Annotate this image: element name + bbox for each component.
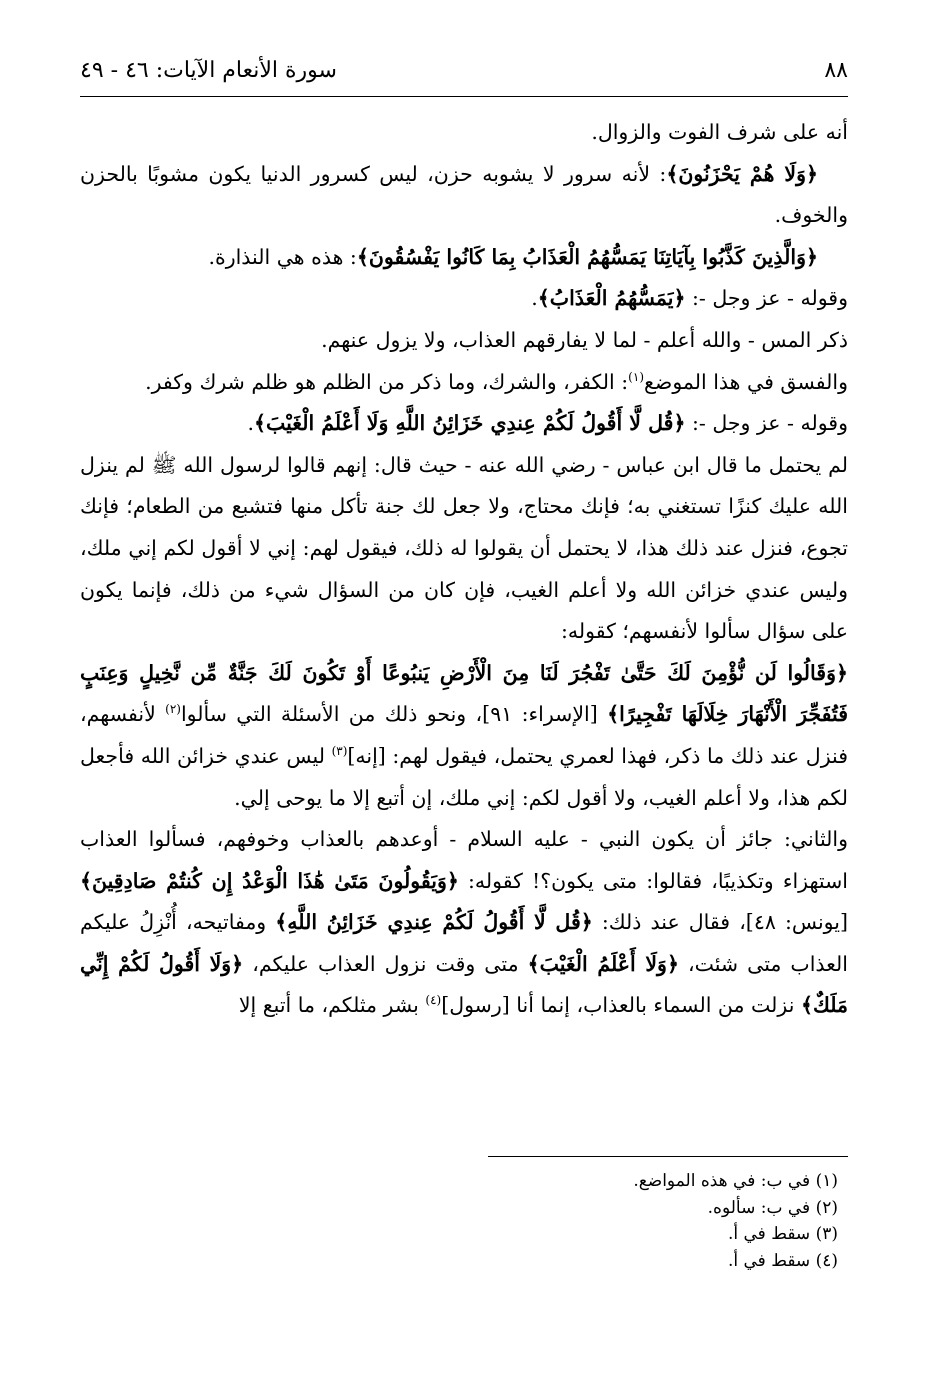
text-run: بشر مثلكم، ما أتبع إلا: [238, 993, 426, 1018]
text-run: نزلت من السماء بالعذاب، إنما أنا [رسول]: [441, 993, 801, 1018]
text-run: وقوله - عز وجل -:: [685, 286, 848, 311]
footnote-ref: (٤): [425, 993, 442, 1008]
quran-quote: ﴿وَلَا أَعْلَمُ الْغَيْبَ﴾: [527, 951, 679, 976]
text-run: والفسق في هذا الموضع: [644, 369, 848, 394]
page-header: [80, 58, 848, 98]
text-run: لأنفسهم، فنزل عند ذلك ما ذكر، فهذا لعمري يحتمل، فيقول لهم: [إنه]: [80, 702, 848, 768]
quran-quote: ﴿يَمَسُّهُمُ الْعَذَابُ﴾: [537, 286, 686, 311]
text-run: : الكفر، والشرك، وما ذكر من الظلم هو ظلم شرك وكفر.: [145, 369, 629, 394]
text-run: : هذه هي النذارة.: [208, 244, 357, 269]
quran-quote: ﴿وَلَا هُمْ يَحْزَنُونَ﴾: [666, 161, 818, 186]
footnote: (٤) سقط في أ.: [727, 1250, 838, 1271]
quran-quote: ﴿وَلَا أَقُولُ لَكُمْ إِنِّي مَلَكٌ﴾: [80, 951, 848, 1018]
footnote: (٣) سقط في أ.: [727, 1224, 838, 1244]
footnote-ref: (٢): [165, 702, 181, 717]
text-run: [الإسراء: ٩١]، ونحو ذلك من الأسئلة التي سألوا: [180, 702, 608, 727]
paragraph: [80, 445, 848, 653]
text-run: ليس عندي خزائن الله فأجعل لكم هذا، ولا أعلم الغيب، ولا أقول لكم: إني ملك، إن أتبع إلا ما يوحى إلي.: [80, 743, 848, 810]
paragraph: [80, 278, 848, 320]
text-run: .: [531, 286, 538, 311]
text-run: أنه على شرف الفوت والزوال.: [591, 120, 848, 144]
paragraph: [80, 154, 848, 237]
quran-quote: ﴿وَالَّذِينَ كَذَّبُوا بِآيَاتِنَا يَمَسُّهُمُ الْعَذَابُ بِمَا كَانُوا يَفْسُقُونَ﴾: [356, 244, 818, 269]
page-number: ٨٨: [824, 58, 848, 83]
running-title: سورة الأنعام الآيات: ٤٦ - ٤٩: [80, 58, 337, 83]
text-run: وقوله - عز وجل -:: [685, 411, 848, 436]
footnote: (١) في ب: في هذه المواضع.: [633, 1171, 838, 1191]
text-run: : لأنه سرور لا يشوبه حزن، ليس كسرور الدنيا يكون مشوبًا بالحزن والخوف.: [80, 161, 848, 228]
paragraph: [80, 320, 848, 362]
footnote-ref: (١): [628, 369, 644, 384]
footnote-rule: [488, 1156, 848, 1157]
paragraph: [80, 403, 848, 445]
paragraph: [80, 819, 848, 1027]
quran-quote: ﴿قُل لَّا أَقُولُ لَكُمْ عِندِي خَزَائِنُ اللَّهِ﴾: [275, 910, 593, 935]
text-run: ومفاتيحه، أُنْزِلُ عليكم العذاب متى شئت،: [80, 910, 848, 976]
quran-quote: ﴿وَيَقُولُونَ مَتَىٰ هَٰذَا الْوَعْدُ إِن كُنتُمْ صَادِقِينَ﴾: [80, 868, 459, 893]
text-run: متى وقت نزول العذاب عليكم،: [243, 951, 528, 976]
text-run: لم يحتمل ما قال ابن عباس - رضي الله عنه - حيث قال: إنهم قالوا لرسول الله ﷺ لم ينزل الله عليك كنزًا تستغني به؛ فإنك محتاج، ولا جعل لك جنة تأكل منها فتشبع من الطعام؛ فإنك تجوع، فنزل عند ذلك هذا، لا يحتمل أن يقولوا له ذلك، فيقول لهم: إني لا أقول لكم إني ملك، وليس عندي خزائن الله ولا أعلم الغيب، فإن كان من السؤال شيء من ذلك، فإنما يكون على سؤال سألوا لأنفسهم؛ كقوله:: [80, 452, 848, 644]
main-text: [80, 112, 848, 1027]
text-run: ذكر المس - والله أعلم - لما لا يفارقهم العذاب، ولا يزول عنهم.: [321, 327, 848, 352]
footnote-ref: (٣): [331, 744, 348, 759]
footnote: (٢) في ب: سألوه.: [707, 1197, 838, 1218]
paragraph: [80, 237, 848, 279]
text-run: .: [247, 411, 254, 436]
header-rule: [80, 96, 848, 97]
text-run: والثاني: جائز أن يكون النبي - عليه السلام - أوعدهم بالعذاب وخوفهم، فسألوا العذاب استهزاء وتكذيبًا، فقالوا: متى يكون؟! كقوله:: [80, 827, 848, 893]
footnotes: [80, 1168, 838, 1274]
paragraph: [80, 653, 848, 819]
paragraph: [80, 112, 848, 154]
quran-quote: ﴿قُل لَّا أَقُولُ لَكُمْ عِندِي خَزَائِنُ اللَّهِ وَلَا أَعْلَمُ الْغَيْبَ﴾: [253, 411, 686, 436]
paragraph: [80, 362, 848, 404]
text-run: [يونس: ٤٨]، فقال عند ذلك:: [592, 910, 848, 935]
quran-quote: ﴿وَقَالُوا لَن نُّؤْمِنَ لَكَ حَتَّىٰ تَفْجُرَ لَنَا مِنَ الْأَرْضِ يَنبُوعًا أَوْ تَكُونَ لَكَ جَنَّةٌ مِّن نَّخِيلٍ وَعِنَبٍ فَتُفَجِّرَ الْأَنْهَارَ خِلَالَهَا تَفْجِيرًا﴾: [80, 660, 849, 727]
